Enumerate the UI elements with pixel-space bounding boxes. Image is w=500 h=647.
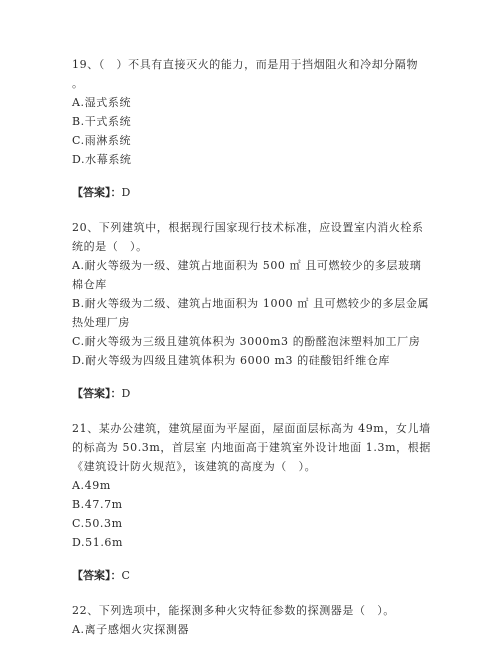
answer-20: [72, 384, 440, 403]
option-c: C.雨淋系统: [72, 134, 132, 147]
option-d: D.耐火等级为四级且建筑体积为 6000 m3 的硅酸铝纤维仓库: [72, 354, 391, 367]
question-19: [72, 55, 440, 169]
option-a: A.离子感烟火灾探测器: [72, 623, 190, 636]
option-a: A.49m: [72, 479, 111, 492]
answer-label: 【答案】：: [72, 186, 122, 199]
question-stem: 的标高为 50.3m，首层室 内地面高于建筑室外设计地面 1.3m，根据: [72, 441, 431, 454]
answer-19: [72, 183, 440, 202]
question-21: [72, 419, 440, 552]
answer-value: C: [121, 569, 130, 582]
option-b: B.干式系统: [72, 115, 132, 128]
option-d: D.51.6m: [72, 536, 124, 549]
answer-21: [72, 566, 440, 585]
answer-value: D: [121, 387, 131, 400]
option-b-cont: 热处理厂房: [72, 316, 130, 329]
question-stem: 19、（ ）不具有直接灭火的能力，而是用于挡烟阻火和冷却分隔物: [72, 58, 419, 71]
option-a-cont: 棉仓库: [72, 278, 107, 291]
option-c: C.耐火等级为三级且建筑体积为 3000m3 的酚醛泡沫塑料加工厂房: [72, 335, 421, 348]
document-page: [72, 55, 440, 639]
question-stem: 《建筑设计防火规范》，该建筑的高度为（ ）。: [72, 460, 317, 473]
question-stem: 21、某办公建筑，建筑屋面为平屋面，屋面面层标高为 49m，女儿墙: [72, 422, 431, 435]
answer-value: D: [121, 186, 131, 199]
option-a: A.耐火等级为一级、建筑占地面积为 500 ㎡ 且可燃较少的多层玻璃: [72, 259, 422, 272]
question-stem: 。: [72, 77, 84, 90]
question-stem: 22、下列选项中，能探测多种火灾特征参数的探测器是（ ）。: [72, 604, 395, 617]
option-c: C.50.3m: [72, 517, 123, 530]
option-b: B.47.7m: [72, 498, 123, 511]
option-b: B.耐火等级为二级、建筑占地面积为 1000 ㎡ 且可燃较少的多层金属: [72, 297, 430, 310]
option-a: A.湿式系统: [72, 96, 132, 109]
question-stem: 20、下列建筑中，根据现行国家现行技术标准，应设置室内消火栓系: [72, 221, 424, 234]
option-d: D.水幕系统: [72, 153, 132, 166]
answer-label: 【答案】：: [72, 569, 122, 582]
question-20: [72, 218, 440, 370]
question-stem: 统的是（ ）。: [72, 240, 148, 253]
answer-label: 【答案】：: [72, 387, 122, 400]
question-22: [72, 601, 440, 639]
